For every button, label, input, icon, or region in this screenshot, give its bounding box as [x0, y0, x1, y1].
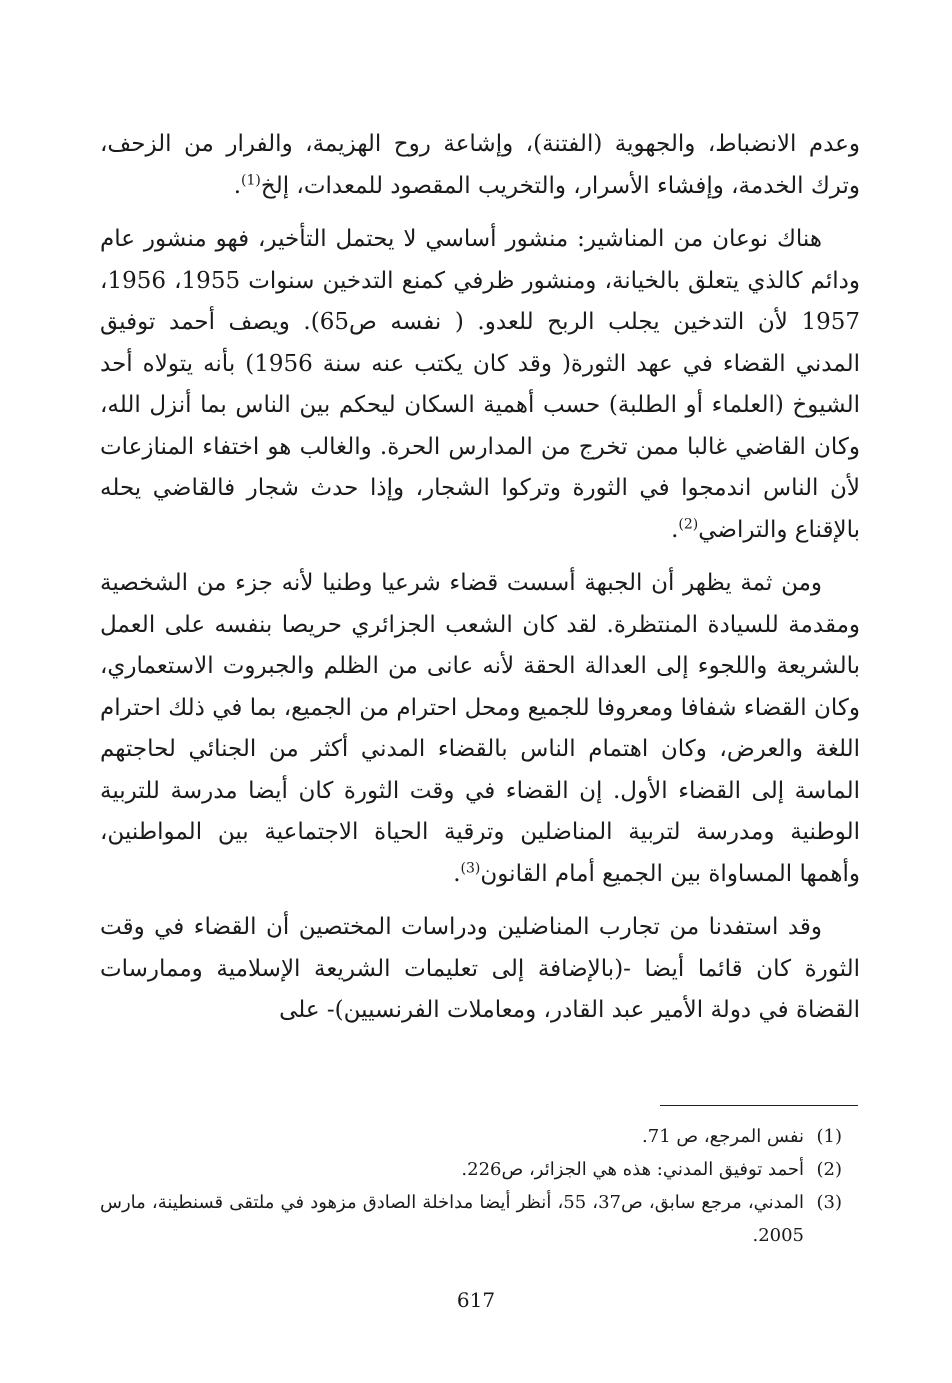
paragraph-1	[100, 124, 860, 207]
footnote-2-text: أحمد توفيق المدني: هذه هي الجزائر، ص226.	[461, 1159, 804, 1180]
footnote-ref-1: (1)	[241, 171, 261, 188]
paragraph-2	[100, 219, 860, 551]
footnote-2-number: (2)	[816, 1159, 842, 1180]
body-text	[100, 124, 860, 1032]
footnote-2	[100, 1153, 842, 1186]
footnote-1	[100, 1120, 842, 1153]
footnote-1-text: نفس المرجع، ص 71.	[642, 1126, 804, 1147]
footnote-separator	[660, 1105, 858, 1106]
footnote-3-number: (3)	[816, 1192, 842, 1213]
paragraph-4	[100, 907, 860, 1032]
paragraph-2-tail: .	[671, 516, 679, 543]
footnote-3	[100, 1186, 842, 1252]
footnote-ref-3: (3)	[460, 859, 481, 876]
paragraph-1-text: وعدم الانضباط، والجهوية (الفتنة)، وإشاعة روح الهزيمة، والفرار من الزحف، وترك الخدمة، وإفشاء الأسرار، والتخريب المقصود للمعدات، إلخ	[100, 131, 860, 199]
footnote-1-number: (1)	[816, 1126, 842, 1147]
footnote-ref-2: (2)	[678, 515, 699, 532]
page-number: 617	[456, 1288, 496, 1312]
footnotes	[100, 1120, 842, 1252]
paragraph-2-text: هناك نوعان من المناشير: منشور أساسي لا يحتمل التأخير، فهو منشور عام ودائم كالذي يتعلق بالخيانة، ومنشور ظرفي كمنع التدخين سنوات 1955، 1956، 1957 لأن التدخين يجلب الربح للعدو. ( نفسه ص65). ويصف أحمد توفيق المدني القضاء في عهد الثورة( وقد كان يكتب عنه سنة 1956) بأنه يتولاه أحد الشيوخ (العلماء أو الطلبة) حسب أهمية السكان ليحكم بين الناس بما أنزل الله، وكان القاضي غالبا ممن تخرج من المدارس الحرة. والغالب هو اختفاء المنازعات لأن الناس اندمجوا في الثورة وتركوا الشجار، وإذا حدث شجار فالقاضي يحله بالإقناع والتراضي	[100, 226, 861, 543]
paragraph-1-tail: .	[233, 172, 242, 199]
paragraph-3	[100, 563, 860, 895]
paragraph-3-text: ومن ثمة يظهر أن الجبهة أسست قضاء شرعيا وطنيا لأنه جزء من الشخصية ومقدمة للسيادة المنتظرة. لقد كان الشعب الجزائري حريصا بنفسه على العمل بالشريعة واللجوء إلى العدالة الحقة لأنه عانى من الظلم والجبروت الاستعماري، وكان القضاء شفافا ومعروفا للجميع ومحل احترام من الجميع، بما في ذلك احترام اللغة والعرض، وكان اهتمام الناس بالقضاء المدني أكثر من الجنائي لحاجتهم الماسة إلى القضاء الأول. إن القضاء في وقت الثورة كان أيضا مدرسة للتربية الوطنية ومدرسة لتربية المناضلين وترقية الحياة الاجتماعية بين المواطنين، وأهمها المساواة بين الجميع أمام القانون	[100, 570, 860, 887]
paragraph-3-tail: .	[453, 860, 461, 887]
paragraph-4-text: وقد استفدنا من تجارب المناضلين ودراسات المختصين أن القضاء في وقت الثورة كان قائما أيضا -(بالإضافة إلى تعليمات الشريعة الإسلامية وممارسات القضاة في دولة الأمير عبد القادر، ومعاملات الفرنسيين)- على	[100, 914, 860, 1023]
footnote-3-text: المدني، مرجع سابق، ص37، 55، أنظر أيضا مداخلة الصادق مزهود في ملتقى قسنطينة، مارس 2005.	[100, 1192, 804, 1246]
